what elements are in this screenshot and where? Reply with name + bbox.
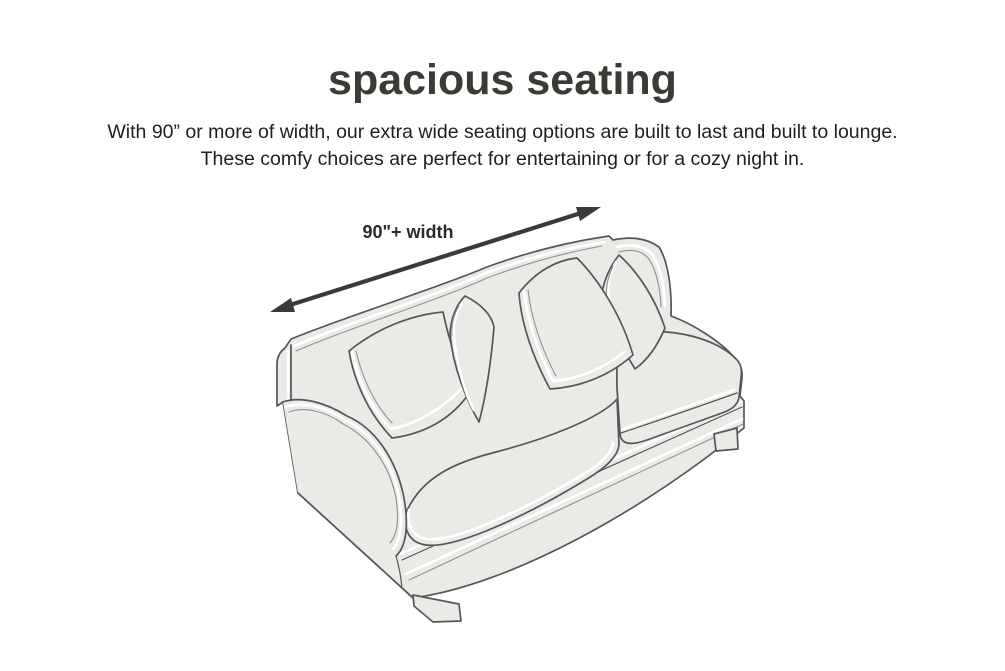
arrowhead-right <box>576 207 601 221</box>
subtitle-line-1: With 90” or more of width, our extra wide seating options are built to last and built to lounge. <box>107 121 898 143</box>
sofa-line-drawing <box>277 236 744 622</box>
front-left-leg <box>413 595 461 622</box>
subtitle-line-2: These comfy choices are perfect for entertaining or for a cozy night in. <box>200 148 805 170</box>
page-title: spacious seating <box>328 56 677 104</box>
arrowhead-left <box>270 298 295 312</box>
dimension-label: 90"+ width <box>362 222 454 242</box>
